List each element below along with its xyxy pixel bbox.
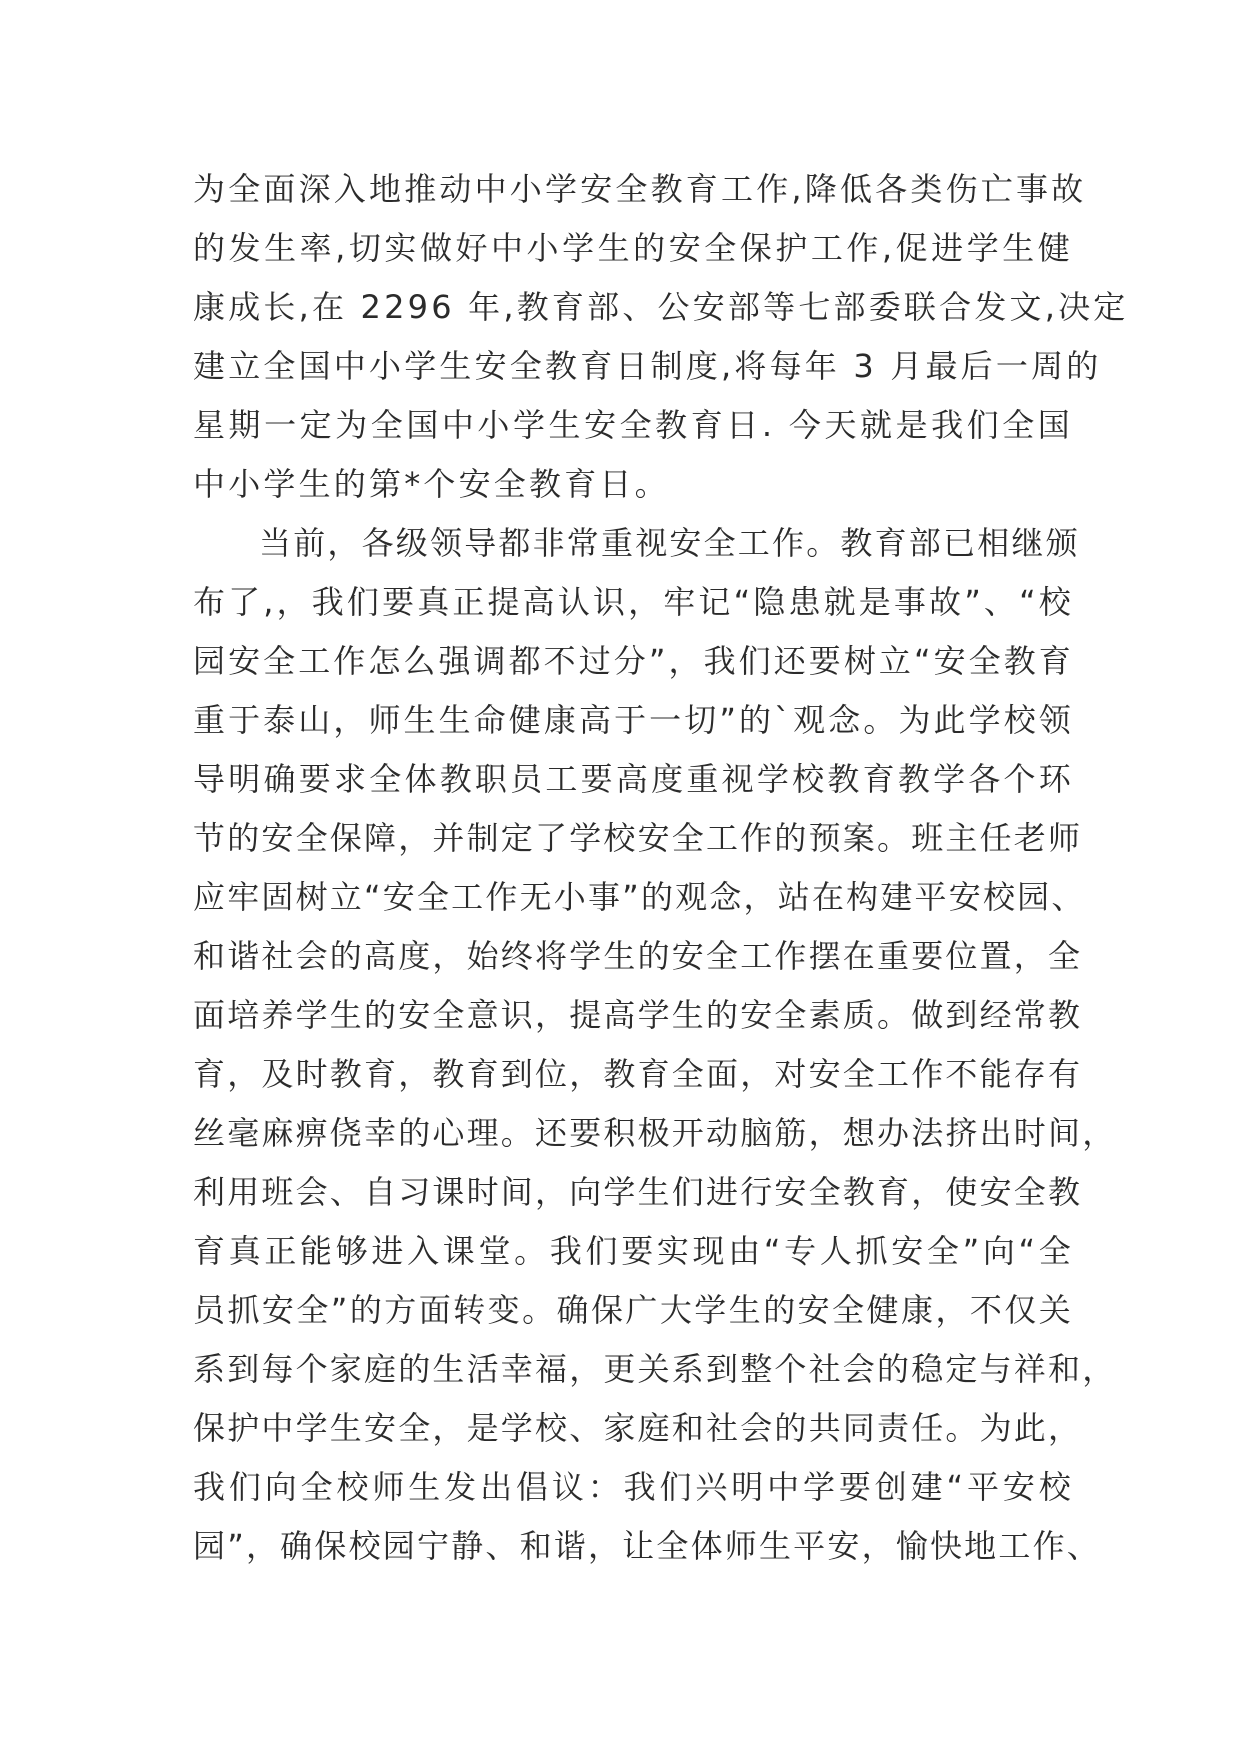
document-body <box>193 160 1129 1576</box>
text-line: 应牢固树立“安全工作无小事”的观念，站在构建平安校园、 <box>193 878 1086 916</box>
text-line: 园”，确保校园宁静、和谐，让全体师生平安，愉快地工作、 <box>193 1527 1101 1565</box>
text-line: 我们向全校师生发出倡议：我们兴明中学要创建“平安校 <box>193 1468 1073 1506</box>
text-line: 星期一定为全国中小学生安全教育日. 今天就是我们全国 <box>193 406 1073 444</box>
text-line: 系到每个家庭的生活幸福，更关系到整个社会的稳定与祥和， <box>193 1350 1117 1388</box>
text-line: 园安全工作怎么强调都不过分”，我们还要树立“安全教育 <box>193 642 1073 680</box>
text-line: 节的安全保障，并制定了学校安全工作的预案。班主任老师 <box>193 819 1083 857</box>
text-line: 重于泰山，师生生命健康高于一切”的`观念。为此学校领 <box>193 701 1073 739</box>
text-line: 面培养学生的安全意识，提高学生的安全素质。做到经常教 <box>193 996 1083 1034</box>
text-line: 育，及时教育，教育到位，教育全面，对安全工作不能存有 <box>193 1055 1083 1093</box>
text-line: 员抓安全”的方面转变。确保广大学生的安全健康，不仅关 <box>193 1291 1073 1329</box>
text-line: 和谐社会的高度，始终将学生的安全工作摆在重要位置，全 <box>193 937 1083 975</box>
text-line: 的发生率,切实做好中小学生的安全保护工作,促进学生健 <box>193 229 1073 267</box>
text-line: 导明确要求全体教职员工要高度重视学校教育教学各个环 <box>193 760 1073 798</box>
text-line: 建立全国中小学生安全教育日制度,将每年 3 月最后一周的 <box>193 347 1102 385</box>
text-line: 丝毫麻痹侥幸的心理。还要积极开动脑筋，想办法挤出时间， <box>193 1114 1117 1152</box>
text-line: 育真正能够进入课堂。我们要实现由“专人抓安全”向“全 <box>193 1232 1073 1270</box>
paragraph-first-line: 当前，各级领导都非常重视安全工作。教育部已相继颁 <box>259 524 1080 562</box>
text-line: 布了,，我们要真正提高认识，牢记“隐患就是事故”、“校 <box>193 583 1073 621</box>
text-line: 康成长,在 2296 年,教育部、公安部等七部委联合发文,决定 <box>193 288 1129 326</box>
text-line: 利用班会、自习课时间，向学生们进行安全教育，使安全教 <box>193 1173 1083 1211</box>
text-line: 保护中学生安全，是学校、家庭和社会的共同责任。为此， <box>193 1409 1083 1447</box>
text-line: 中小学生的第*个安全教育日。 <box>193 465 670 503</box>
text-line: 为全面深入地推动中小学安全教育工作,降低各类伤亡事故 <box>193 170 1087 208</box>
